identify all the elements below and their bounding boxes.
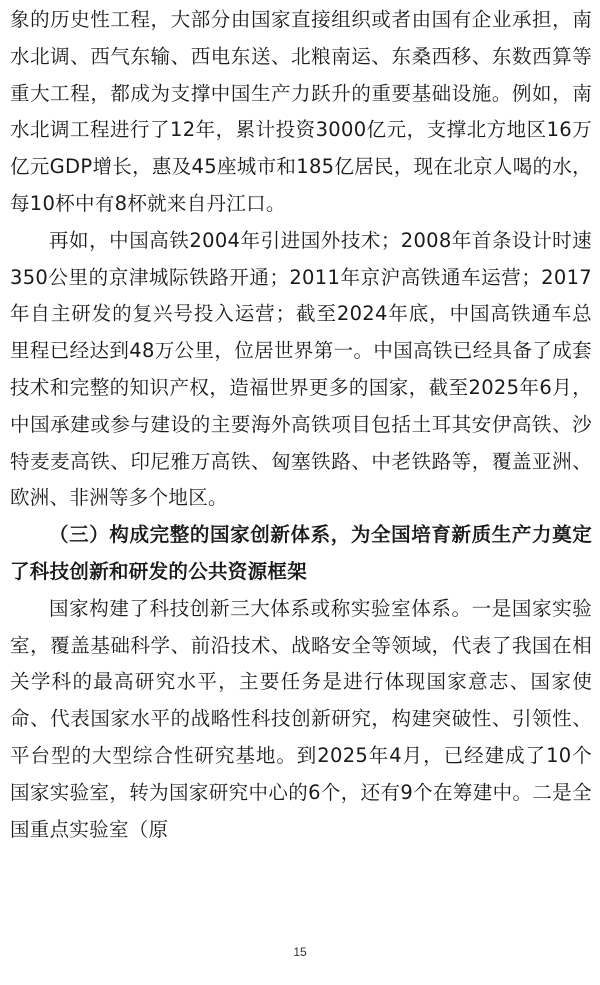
body-paragraph-high-speed-rail: 再如，中国高铁2004年引进国外技术；2008年首条设计时速350公里的京津城际铁路开通；2011年京沪高铁通车运营；2017年自主研发的复兴号投入运营；截至2024年底，中国高铁通车总里程已经达到48万公里，位居世界第一。中国高铁已经具备了成套技术和完整的知识产权，造福世界更多的国家，截至2025年6月，中国承建或参与建设的主要海外高铁项目包括土耳其安伊高铁、沙特麦麦高铁、印尼雅万高铁、匈塞铁路、中老铁路等，覆盖亚洲、欧洲、非洲等多个地区。 [10, 228, 592, 510]
section-heading: （三）构成完整的国家创新体系，为全国培育新质生产力奠定了科技创新和研发的公共资源框架 [10, 523, 592, 583]
body-paragraph-national-labs: 国家构建了科技创新三大体系或称实验室体系。一是国家实验室，覆盖基础科学、前沿技术、战略安全等领域，代表了我国在相关学科的最高研究水平，主要任务是进行体现国家意志、国家使命、代表国家水平的战略性科技创新研究，构建突破性、引领性、平台型的大型综合性研究基地。到2025年4月，已经建成了10个国家实验室，转为国家研究中心的6个，还有9个在筹建中。二是全国重点实验室（原 [10, 596, 592, 841]
body-paragraph-continuation: 象的历史性工程，大部分由国家直接组织或者由国有企业承担，南水北调、西气东输、西电东送、北粮南运、东桑西移、东数西算等重大工程，都成为支撑中国生产力跃升的重要基础设施。例如，南水北调工程进行了12年，累计投资3000亿元，支撑北方地区16万亿元GDP增长，惠及45座城市和185亿居民，现在北京人喝的水，每10杯中有8杯就来自丹江口。 [10, 8, 592, 215]
document-page [10, 2, 592, 848]
page-number: 15 [293, 945, 307, 959]
